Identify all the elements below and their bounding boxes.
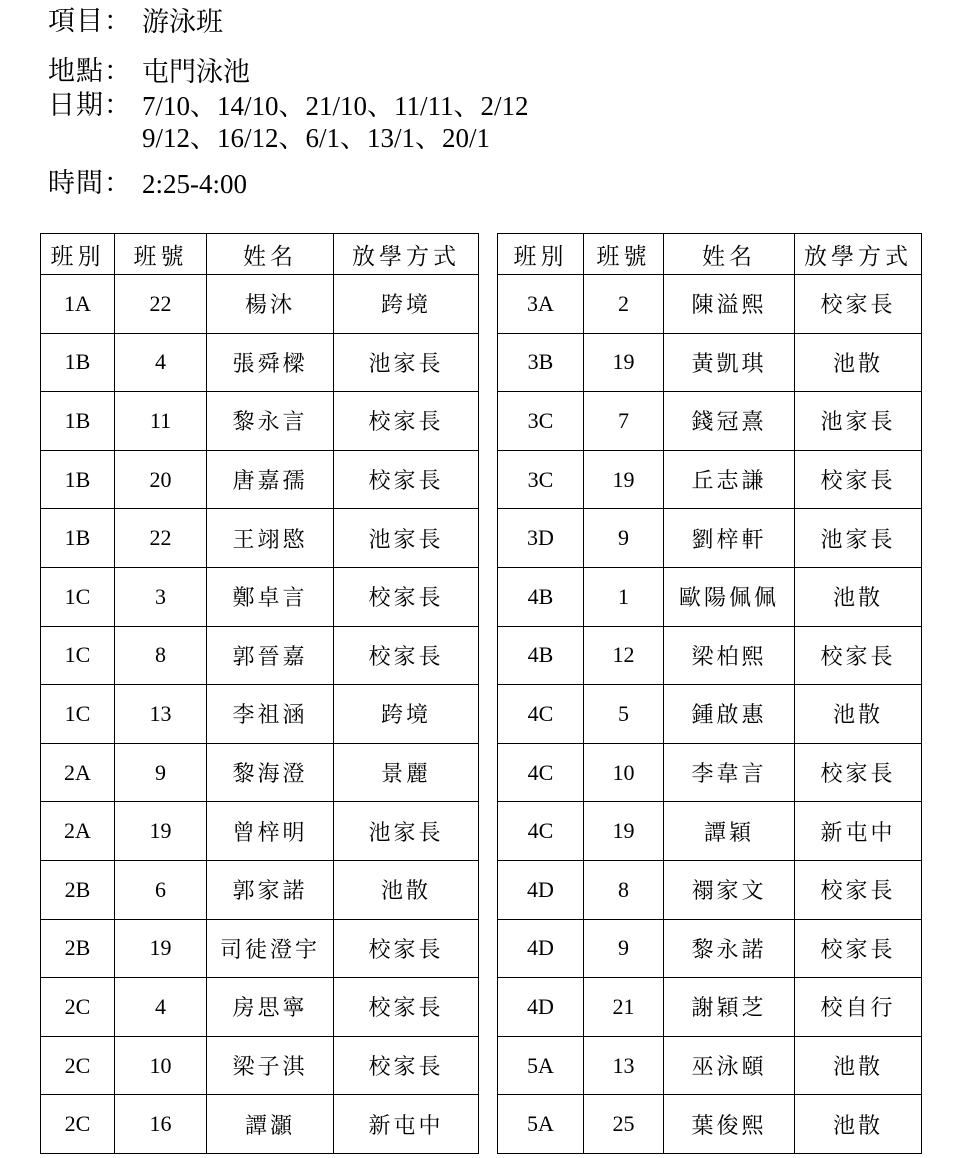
- class-cell: 1B: [41, 392, 115, 451]
- table-row: [498, 450, 922, 509]
- number-cell: 2: [584, 275, 664, 334]
- name-cell: 李祖涵: [207, 685, 334, 744]
- number-cell: 9: [115, 743, 207, 802]
- number-cell: 22: [115, 509, 207, 568]
- name-cell: 丘志謙: [664, 450, 795, 509]
- name-cell: 黃凱琪: [664, 333, 795, 392]
- class-cell: 2C: [41, 978, 115, 1037]
- table-row: [41, 450, 479, 509]
- class-cell: 4C: [498, 685, 584, 744]
- number-cell: 8: [115, 626, 207, 685]
- name-cell: 陳溢熙: [664, 275, 795, 334]
- table-row: [498, 333, 922, 392]
- class-cell: 3C: [498, 450, 584, 509]
- number-cell: 19: [584, 333, 664, 392]
- method-cell: 池家長: [334, 509, 479, 568]
- method-cell: 校家長: [334, 919, 479, 978]
- table-row: [498, 626, 922, 685]
- method-cell: 校家長: [334, 978, 479, 1037]
- method-cell: 景麗: [334, 743, 479, 802]
- number-cell: 9: [584, 509, 664, 568]
- table-row: [41, 333, 479, 392]
- table-row: [41, 685, 479, 744]
- method-cell: 池家長: [795, 392, 922, 451]
- class-cell: 2C: [41, 1036, 115, 1095]
- number-cell: 10: [115, 1036, 207, 1095]
- name-cell: 曾梓明: [207, 802, 334, 861]
- class-cell: 4D: [498, 978, 584, 1037]
- class-cell: 1C: [41, 685, 115, 744]
- name-cell: 巫泳頤: [664, 1036, 795, 1095]
- table-row: [41, 626, 479, 685]
- name-cell: 歐陽佩佩: [664, 567, 795, 626]
- method-cell: 校家長: [334, 392, 479, 451]
- number-cell: 4: [115, 978, 207, 1037]
- class-cell: 4C: [498, 802, 584, 861]
- name-cell: 黎海澄: [207, 743, 334, 802]
- class-cell: 5A: [498, 1095, 584, 1154]
- method-cell: 校家長: [795, 626, 922, 685]
- dates-line-1: 7/10、14/10、21/10、11/11、2/12: [142, 91, 529, 121]
- table-row: [498, 743, 922, 802]
- column-header-class: 班別: [498, 234, 584, 275]
- method-cell: 校家長: [795, 275, 922, 334]
- column-header-number: 班號: [115, 234, 207, 275]
- method-cell: 校家長: [334, 567, 479, 626]
- location-row: [48, 56, 250, 88]
- name-cell: 禤家文: [664, 860, 795, 919]
- table-row: [498, 509, 922, 568]
- column-header-dismissal: 放學方式: [334, 234, 479, 275]
- table-row: [41, 509, 479, 568]
- item-value: 游泳班: [142, 7, 223, 37]
- name-cell: 王翊愍: [207, 509, 334, 568]
- name-cell: 張舜樑: [207, 333, 334, 392]
- student-table-left: [40, 233, 479, 1154]
- name-cell: 黎永諾: [664, 919, 795, 978]
- class-cell: 2B: [41, 860, 115, 919]
- method-cell: 池散: [795, 1095, 922, 1154]
- number-cell: 13: [584, 1036, 664, 1095]
- time-label: 時間：: [48, 168, 132, 199]
- table-row: [498, 685, 922, 744]
- dates-row: [48, 90, 529, 154]
- class-cell: 4C: [498, 743, 584, 802]
- name-cell: 葉俊熙: [664, 1095, 795, 1154]
- method-cell: 池家長: [795, 509, 922, 568]
- number-cell: 19: [115, 802, 207, 861]
- table-row: [498, 978, 922, 1037]
- class-cell: 3A: [498, 275, 584, 334]
- table-row: [41, 1095, 479, 1154]
- name-cell: 郭家諾: [207, 860, 334, 919]
- name-cell: 郭晉嘉: [207, 626, 334, 685]
- class-cell: 1C: [41, 626, 115, 685]
- number-cell: 19: [584, 802, 664, 861]
- method-cell: 池散: [334, 860, 479, 919]
- table-row: [41, 1036, 479, 1095]
- name-cell: 唐嘉孺: [207, 450, 334, 509]
- table-row: [498, 860, 922, 919]
- name-cell: 譚穎: [664, 802, 795, 861]
- method-cell: 池散: [795, 333, 922, 392]
- number-cell: 1: [584, 567, 664, 626]
- name-cell: 房思寧: [207, 978, 334, 1037]
- table-row: [41, 860, 479, 919]
- class-cell: 4D: [498, 860, 584, 919]
- class-cell: 1B: [41, 509, 115, 568]
- table-header-row: [41, 234, 479, 275]
- method-cell: 校自行: [795, 978, 922, 1037]
- name-cell: 劉梓軒: [664, 509, 795, 568]
- column-header-name: 姓名: [207, 234, 334, 275]
- name-cell: 謝穎芝: [664, 978, 795, 1037]
- student-table-right: [497, 233, 922, 1154]
- class-cell: 2C: [41, 1095, 115, 1154]
- class-cell: 1A: [41, 275, 115, 334]
- name-cell: 楊沐: [207, 275, 334, 334]
- column-header-class: 班別: [41, 234, 115, 275]
- column-header-number: 班號: [584, 234, 664, 275]
- number-cell: 12: [584, 626, 664, 685]
- table-row: [498, 392, 922, 451]
- method-cell: 校家長: [795, 743, 922, 802]
- name-cell: 黎永言: [207, 392, 334, 451]
- name-cell: 鄭卓言: [207, 567, 334, 626]
- table-header-row: [498, 234, 922, 275]
- class-cell: 3B: [498, 333, 584, 392]
- method-cell: 校家長: [795, 860, 922, 919]
- table-row: [498, 919, 922, 978]
- method-cell: 校家長: [334, 626, 479, 685]
- table-row: [41, 392, 479, 451]
- class-cell: 1B: [41, 450, 115, 509]
- method-cell: 新屯中: [795, 802, 922, 861]
- class-cell: 2A: [41, 743, 115, 802]
- number-cell: 10: [584, 743, 664, 802]
- dates-label: 日期：: [48, 90, 132, 121]
- number-cell: 19: [584, 450, 664, 509]
- table-row: [41, 743, 479, 802]
- table-row: [498, 802, 922, 861]
- table-row: [498, 1036, 922, 1095]
- time-value: 2:25-4:00: [142, 169, 247, 199]
- name-cell: 錢冠熹: [664, 392, 795, 451]
- class-cell: 4B: [498, 626, 584, 685]
- name-cell: 鍾啟惠: [664, 685, 795, 744]
- column-header-name: 姓名: [664, 234, 795, 275]
- location-label: 地點：: [48, 56, 132, 87]
- name-cell: 譚灝: [207, 1095, 334, 1154]
- class-cell: 2B: [41, 919, 115, 978]
- number-cell: 20: [115, 450, 207, 509]
- table-row: [41, 275, 479, 334]
- table-row: [41, 978, 479, 1037]
- method-cell: 校家長: [795, 450, 922, 509]
- method-cell: 池家長: [334, 802, 479, 861]
- number-cell: 6: [115, 860, 207, 919]
- table-row: [498, 567, 922, 626]
- class-cell: 3D: [498, 509, 584, 568]
- number-cell: 3: [115, 567, 207, 626]
- method-cell: 校家長: [795, 919, 922, 978]
- number-cell: 16: [115, 1095, 207, 1154]
- method-cell: 池散: [795, 685, 922, 744]
- method-cell: 跨境: [334, 685, 479, 744]
- table-row: [498, 1095, 922, 1154]
- method-cell: 校家長: [334, 450, 479, 509]
- number-cell: 13: [115, 685, 207, 744]
- method-cell: 池家長: [334, 333, 479, 392]
- table-row: [498, 275, 922, 334]
- table-row: [41, 802, 479, 861]
- name-cell: 梁柏熙: [664, 626, 795, 685]
- number-cell: 7: [584, 392, 664, 451]
- number-cell: 5: [584, 685, 664, 744]
- name-cell: 司徒澄宇: [207, 919, 334, 978]
- dates-line-2: 9/12、16/12、6/1、13/1、20/1: [142, 123, 491, 153]
- number-cell: 19: [115, 919, 207, 978]
- method-cell: 池散: [795, 1036, 922, 1095]
- number-cell: 11: [115, 392, 207, 451]
- class-cell: 1B: [41, 333, 115, 392]
- method-cell: 校家長: [334, 1036, 479, 1095]
- number-cell: 8: [584, 860, 664, 919]
- table-row: [41, 567, 479, 626]
- item-row: [48, 6, 223, 38]
- number-cell: 4: [115, 333, 207, 392]
- method-cell: 新屯中: [334, 1095, 479, 1154]
- class-cell: 3C: [498, 392, 584, 451]
- class-cell: 4D: [498, 919, 584, 978]
- number-cell: 22: [115, 275, 207, 334]
- column-header-dismissal: 放學方式: [795, 234, 922, 275]
- table-row: [41, 919, 479, 978]
- class-cell: 5A: [498, 1036, 584, 1095]
- number-cell: 25: [584, 1095, 664, 1154]
- location-value: 屯門泳池: [142, 57, 250, 87]
- item-label: 項目：: [48, 6, 132, 37]
- method-cell: 跨境: [334, 275, 479, 334]
- class-cell: 2A: [41, 802, 115, 861]
- time-row: [48, 168, 247, 200]
- dates-value: [142, 90, 529, 154]
- number-cell: 9: [584, 919, 664, 978]
- number-cell: 21: [584, 978, 664, 1037]
- method-cell: 池散: [795, 567, 922, 626]
- class-cell: 1C: [41, 567, 115, 626]
- class-cell: 4B: [498, 567, 584, 626]
- name-cell: 李韋言: [664, 743, 795, 802]
- name-cell: 梁子淇: [207, 1036, 334, 1095]
